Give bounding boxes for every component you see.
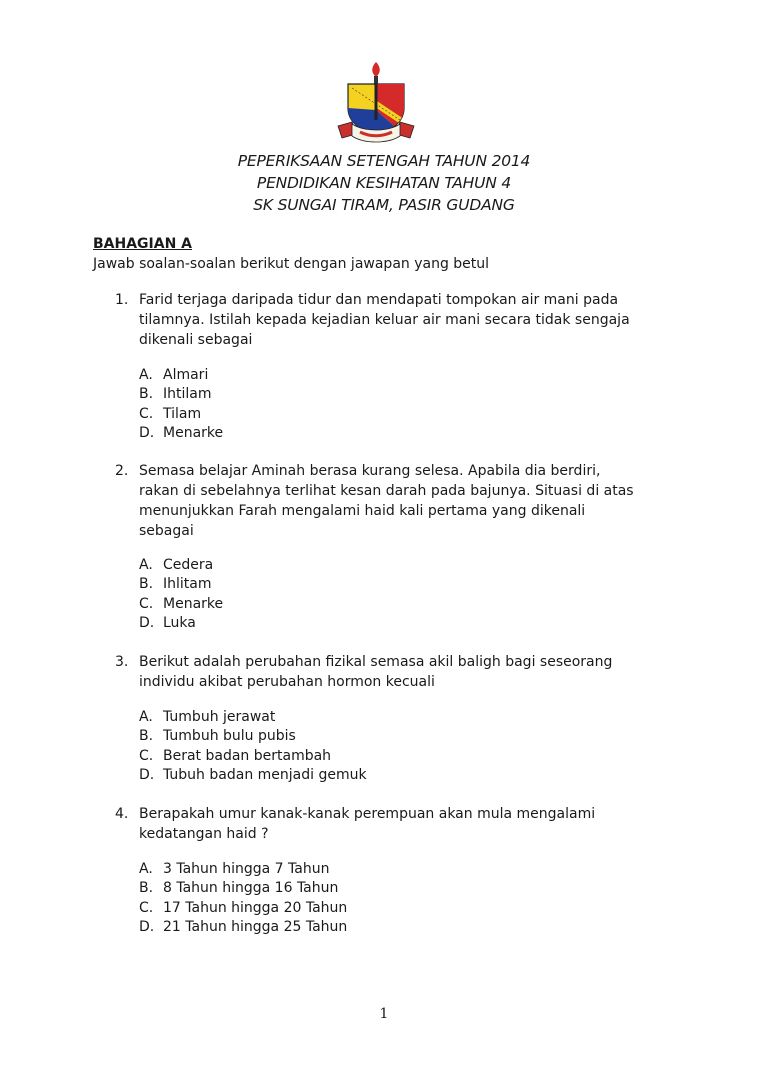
question-line: menunjukkan Farah mengalami haid kali pertama yang dikenali [139, 503, 586, 519]
option-a: A. 3 Tahun hingga 7 Tahun [139, 861, 330, 877]
question-text [139, 804, 684, 844]
question-line: kedatangan haid ? [139, 826, 269, 842]
option-b: B. Ihtilam [139, 386, 212, 403]
option-d: D. 21 Tahun hingga 25 Tahun [139, 918, 348, 935]
question-text [139, 290, 684, 350]
option-c: C. Tilam [139, 405, 202, 422]
option-d: D. Tubuh badan menjadi gemuk [139, 766, 367, 783]
answer-options [139, 860, 347, 937]
answer-options [139, 708, 367, 785]
question-line: Semasa belajar Aminah berasa kurang selesa. Apabila dia berdiri, [139, 463, 601, 479]
question-line: Farid terjaga daripada tidur dan mendapati tompokan air mani pada [139, 292, 619, 308]
exam-header [0, 150, 768, 216]
option-b: B. 8 Tahun hingga 16 Tahun [139, 880, 339, 897]
option-d: D. Luka [139, 614, 196, 631]
page-number: 1 [379, 1006, 389, 1022]
question-number: 3. [115, 654, 129, 670]
question-number: 1. [115, 292, 129, 308]
option-a: A. Almari [139, 367, 209, 383]
question-line: individu akibat perubahan hormon kecuali [139, 674, 435, 690]
question-number: 2. [115, 463, 129, 479]
option-a: A. Tumbuh jerawat [139, 709, 276, 725]
question-text [139, 461, 684, 541]
option-d: D. Menarke [139, 424, 224, 441]
exam-title: PEPERIKSAAN SETENGAH TAHUN 2014 [237, 152, 531, 170]
section-instruction: Jawab soalan-soalan berikut dengan jawapan yang betul [93, 256, 490, 272]
option-c: C. Menarke [139, 595, 224, 612]
option-b: B. Tumbuh bulu pubis [139, 728, 296, 745]
option-a: A. Cedera [139, 557, 214, 573]
answer-options [139, 366, 223, 443]
option-c: C. 17 Tahun hingga 20 Tahun [139, 899, 348, 916]
question-text [139, 652, 684, 692]
option-c: C. Berat badan bertambah [139, 747, 332, 764]
school-name: SK SUNGAI TIRAM, PASIR GUDANG [253, 196, 515, 214]
question-line: Berapakah umur kanak-kanak perempuan akan mula mengalami [139, 806, 596, 822]
question-line: rakan di sebelahnya terlihat kesan darah pada bajunya. Situasi di atas [139, 483, 634, 499]
question-number: 4. [115, 806, 129, 822]
exam-subject: PENDIDIKAN KESIHATAN TAHUN 4 [256, 174, 512, 192]
question-line: tilamnya. Istilah kepada kejadian keluar air mani secara tidak sengaja [139, 312, 630, 328]
option-b: B. Ihlitam [139, 576, 212, 593]
question-line: sebagai [139, 523, 194, 539]
question-line: Berikut adalah perubahan fizikal semasa akil baligh bagi seseorang [139, 654, 613, 670]
question-line: dikenali sebagai [139, 332, 253, 348]
answer-options [139, 556, 223, 633]
section-title: BAHAGIAN A [93, 236, 193, 252]
school-crest-logo [334, 58, 418, 146]
crest-emblem-icon [334, 58, 418, 146]
